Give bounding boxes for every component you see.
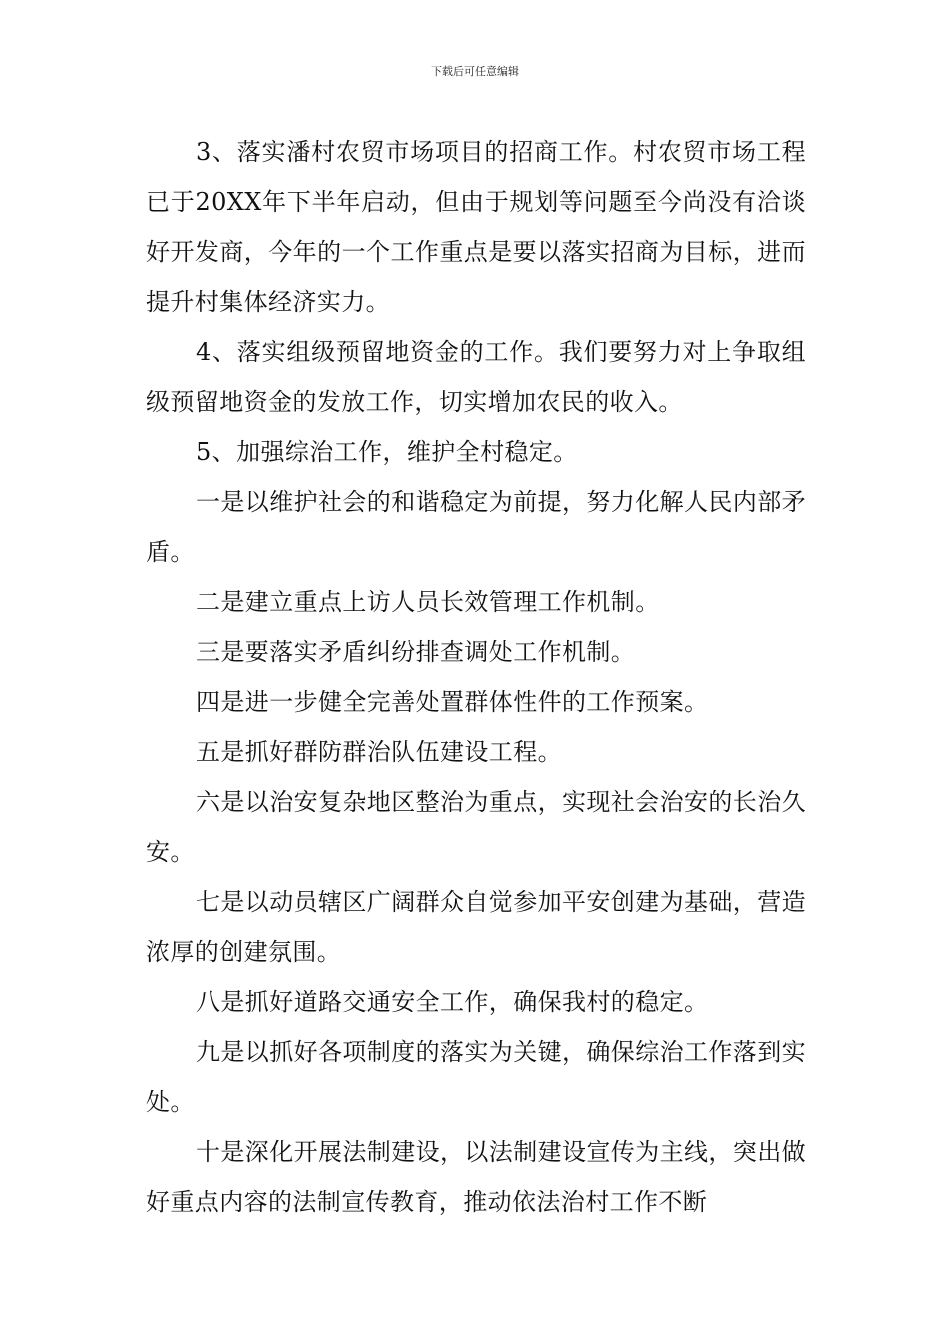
paragraph-item-4: 4、落实组级预留地资金的工作。我们要努力对上争取组级预留地资金的发放工作，切实增加农民的收入。 <box>146 338 806 416</box>
document-body <box>146 127 806 1227</box>
paragraph-item-3: 3、落实潘村农贸市场项目的招商工作。村农贸市场工程已于20XX年下半年启动，但由于规划等问题至今尚没有洽谈好开发商，今年的一个工作重点是要以落实招商为目标，进而提升村集体经济实力。 <box>146 138 806 316</box>
paragraph-point-7: 七是以动员辖区广阔群众自觉参加平安创建为基础，营造浓厚的创建氛围。 <box>146 888 806 966</box>
paragraph-point-1: 一是以维护社会的和谐稳定为前提，努力化解人民内部矛盾。 <box>146 488 806 566</box>
paragraph-point-8: 八是抓好道路交通安全工作，确保我村的稳定。 <box>196 988 709 1016</box>
paragraph-point-3: 三是要落实矛盾纠纷排查调处工作机制。 <box>196 638 636 666</box>
paragraph-point-2: 二是建立重点上访人员长效管理工作机制。 <box>196 588 660 616</box>
paragraph-point-10: 十是深化开展法制建设，以法制建设宣传为主线，突出做好重点内容的法制宣传教育，推动依法治村工作不断 <box>146 1138 806 1216</box>
paragraph-point-4: 四是进一步健全完善处置群体性件的工作预案。 <box>196 688 709 716</box>
paragraph-point-9: 九是以抓好各项制度的落实为关键，确保综治工作落到实处。 <box>146 1038 806 1116</box>
page-header-note: 下载后可任意编辑 <box>431 65 519 78</box>
paragraph-point-5: 五是抓好群防群治队伍建设工程。 <box>196 738 562 766</box>
paragraph-point-6: 六是以治安复杂地区整治为重点，实现社会治安的长治久安。 <box>146 788 806 866</box>
paragraph-item-5: 5、加强综治工作，维护全村稳定。 <box>196 438 578 466</box>
